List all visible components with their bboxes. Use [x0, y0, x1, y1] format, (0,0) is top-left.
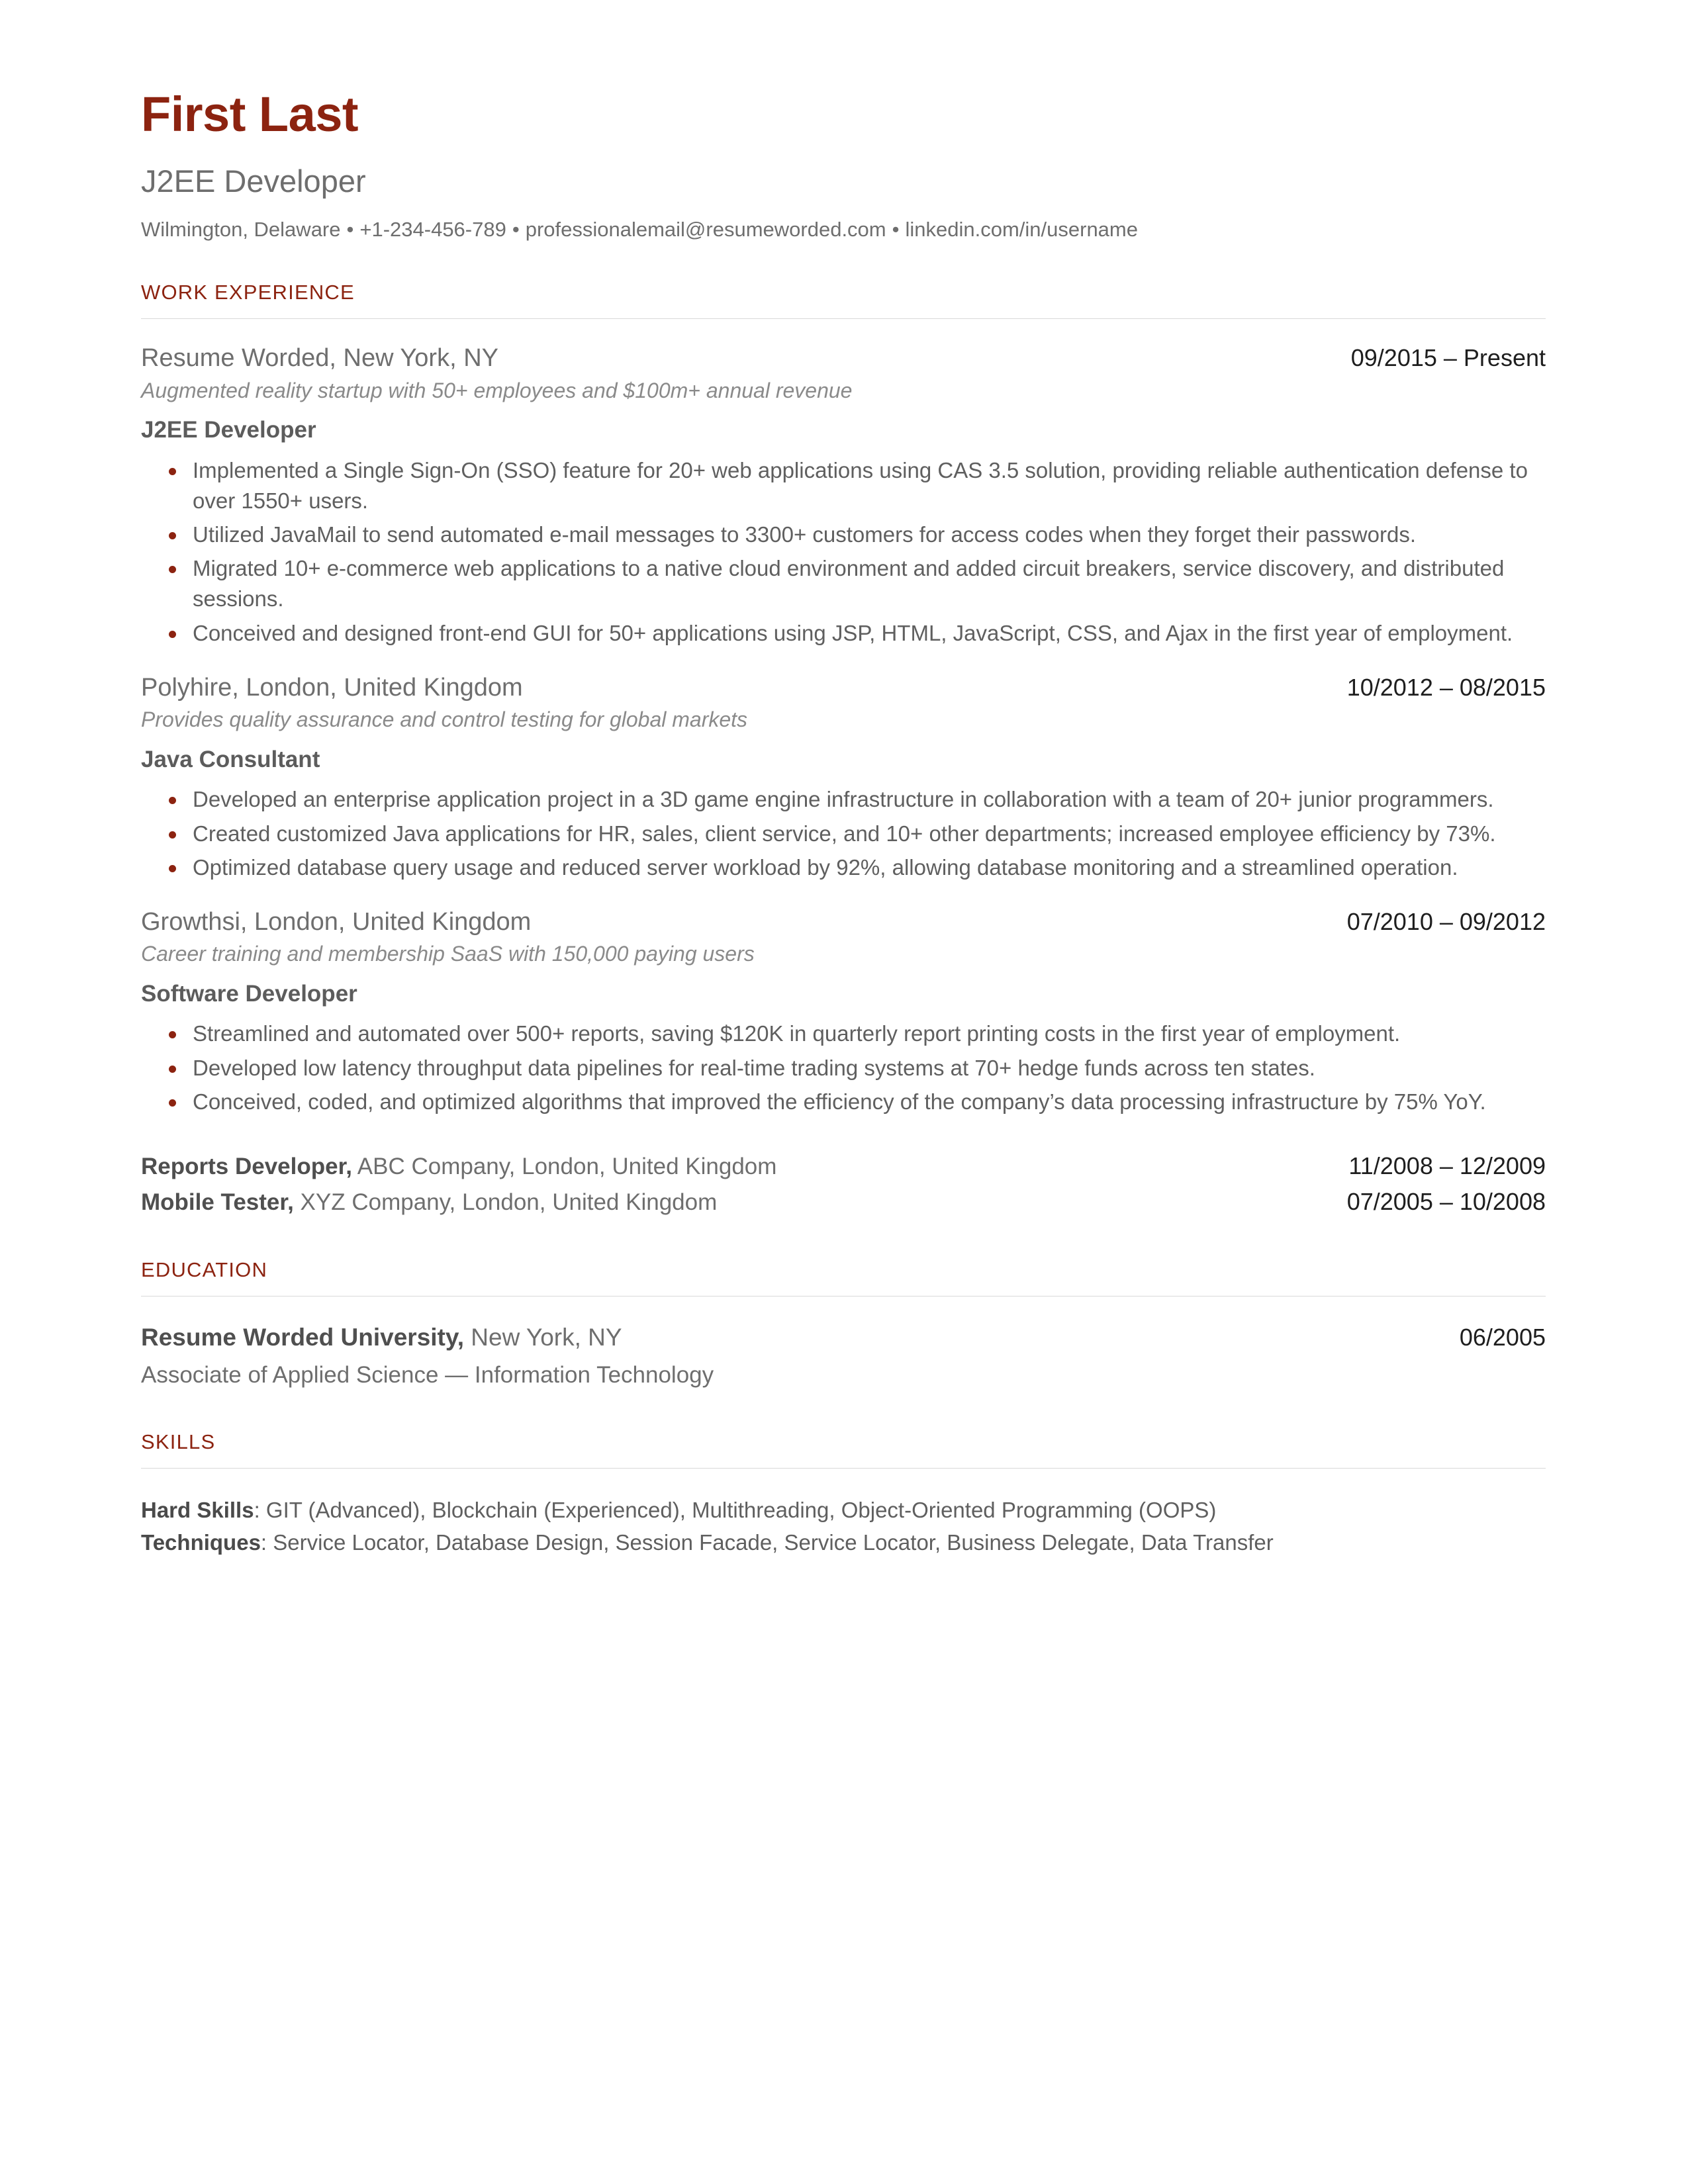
education-school-location: New York, NY: [464, 1324, 622, 1351]
work-compact-dates: 07/2005 – 10/2008: [1346, 1187, 1546, 1215]
section-title-education: EDUCATION: [141, 1258, 268, 1282]
work-bullet: Streamlined and automated over 500+ reports, saving $120K in quarterly report printing costs in the first year of employment.: [141, 1019, 1546, 1049]
work-compact-left: [141, 1152, 776, 1182]
skills-list: [141, 1495, 1546, 1557]
education-entry-header: [141, 1323, 1546, 1352]
work-company-blurb: Provides quality assurance and control testing for global markets: [141, 707, 748, 732]
section-work-experience: [141, 282, 1546, 1217]
work-compact-entry: [141, 1187, 1546, 1218]
work-compact-detail: ABC Company, London, United Kingdom: [352, 1154, 777, 1180]
work-bullet: Utilized JavaMail to send automated e-mail messages to 3300+ customers for access codes when they forget their passwords.: [141, 520, 1546, 550]
section-skills: [141, 1432, 1546, 1557]
skills-row-label: Techniques: [141, 1529, 261, 1555]
contact-location: Wilmington, Delaware: [141, 218, 341, 241]
contact-email[interactable]: professionalemail@resumeworded.com: [525, 218, 886, 241]
section-divider: [141, 1468, 1546, 1469]
work-bullet: Optimized database query usage and reduced server workload by 92%, allowing database monitoring and a streamlined operation.: [141, 852, 1546, 883]
work-bullet: Developed an enterprise application project in a 3D game engine infrastructure in collaboration with a team of 20+ junior programmers.: [141, 784, 1546, 815]
contact-phone: +1-234-456-789: [359, 218, 506, 241]
education-school-name: Resume Worded University,: [141, 1324, 464, 1351]
work-compact-detail: XYZ Company, London, United Kingdom: [293, 1189, 718, 1215]
section-education: [141, 1259, 1546, 1389]
work-dates: 09/2015 – Present: [1350, 344, 1546, 371]
work-company-blurb: Augmented reality startup with 50+ employees and $100m+ annual revenue: [141, 378, 853, 402]
skills-row-label: Hard Skills: [141, 1498, 254, 1523]
skills-row: [141, 1495, 1546, 1525]
contact-separator-2: •: [512, 218, 520, 241]
work-entry-header: [141, 908, 1546, 936]
education-school: [141, 1323, 622, 1352]
work-role-title: Java Consultant: [141, 747, 320, 773]
work-company: Resume Worded, New York, NY: [141, 344, 498, 372]
contact-linkedin[interactable]: linkedin.com/in/username: [905, 218, 1138, 241]
section-title-skills: SKILLS: [141, 1430, 216, 1454]
work-role-title: J2EE Developer: [141, 417, 316, 443]
work-entry: [141, 674, 1546, 883]
work-bullet-list: [141, 784, 1546, 883]
work-entry-header: [141, 674, 1546, 702]
work-bullet-list: [141, 1019, 1546, 1117]
work-bullet: Conceived and designed front-end GUI for 50+ applications using JSP, HTML, JavaScript, CSS, and Ajax in the first year of employment.: [141, 618, 1546, 649]
education-date: 06/2005: [1459, 1324, 1546, 1351]
candidate-headline: J2EE Developer: [141, 163, 366, 199]
work-role-title: Software Developer: [141, 981, 357, 1007]
work-compact-title: Mobile Tester,: [141, 1189, 294, 1215]
work-entry-header: [141, 344, 1546, 373]
work-compact-dates: 11/2008 – 12/2009: [1348, 1152, 1546, 1180]
work-bullet: Implemented a Single Sign-On (SSO) feature for 20+ web applications using CAS 3.5 solution, providing reliable authentication defense to over 1550+ users.: [141, 455, 1546, 516]
contact-line: [141, 219, 1546, 240]
skills-row-value: : GIT (Advanced), Blockchain (Experienced), Multithreading, Object-Oriented Programming (OOPS): [254, 1498, 1217, 1523]
section-title-work-experience: WORK EXPERIENCE: [141, 281, 355, 304]
skills-row: [141, 1527, 1546, 1558]
contact-separator-3: •: [892, 218, 900, 241]
resume-header: [141, 78, 1546, 240]
work-bullet: Migrated 10+ e-commerce web applications to a native cloud environment and added circuit breakers, service discovery, and distributed sessions.: [141, 553, 1546, 614]
work-dates: 07/2010 – 09/2012: [1346, 907, 1546, 935]
education-degree: Associate of Applied Science — Information Technology: [141, 1362, 714, 1388]
contact-separator-1: •: [346, 218, 354, 241]
work-bullet: Conceived, coded, and optimized algorithms that improved the efficiency of the company’s data processing infrastructure by 75% YoY.: [141, 1087, 1546, 1117]
work-compact-entries: [141, 1152, 1546, 1217]
work-entry: [141, 344, 1546, 649]
work-company: Polyhire, London, United Kingdom: [141, 673, 523, 702]
work-bullet: Created customized Java applications for HR, sales, client service, and 10+ other departments; increased employee efficiency by 73%.: [141, 819, 1546, 849]
work-compact-left: [141, 1187, 717, 1218]
work-company-blurb: Career training and membership SaaS with 150,000 paying users: [141, 942, 755, 966]
work-bullet-list: [141, 455, 1546, 649]
work-entry: [141, 908, 1546, 1117]
education-entry: [141, 1323, 1546, 1389]
work-dates: 10/2012 – 08/2015: [1346, 673, 1546, 701]
work-company: Growthsi, London, United Kingdom: [141, 907, 532, 936]
work-compact-entry: [141, 1152, 1546, 1182]
section-divider: [141, 318, 1546, 319]
skills-row-value: : Service Locator, Database Design, Session Facade, Service Locator, Business Delegate, Data Transfer: [260, 1529, 1274, 1555]
candidate-name: First Last: [141, 87, 359, 142]
section-divider: [141, 1296, 1546, 1297]
work-compact-title: Reports Developer,: [141, 1154, 352, 1180]
work-bullet: Developed low latency throughput data pipelines for real-time trading systems at 70+ hedge funds across ten states.: [141, 1053, 1546, 1083]
